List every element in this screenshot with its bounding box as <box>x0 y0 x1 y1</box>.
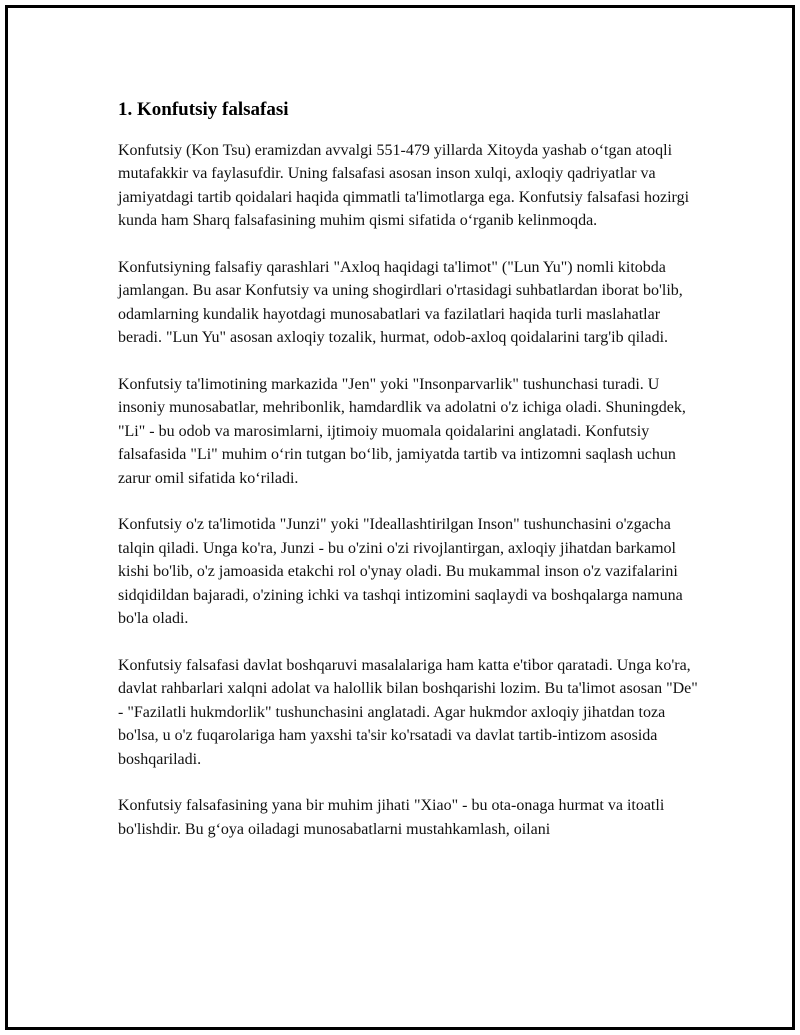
paragraph-junzi: Konfutsiy o'z ta'limotida "Junzi" yoki "Ideallashtirilgan Inson" tushunchasini o'zgacha talqin qiladi. Unga ko'ra, Junzi - bu o'zini o'zi rivojlantirgan, axloqiy jihatdan barkamol kishi bo'lib, o'z jamoasida etakchi rol o'ynay oladi. Bu mukammal inson o'z vazifalarini sidqidildan bajaradi, o'zining ichki va tashqi intizomini saqlaydi va boshqalarga namuna bo'la oladi. <box>118 516 683 628</box>
paragraph-de: Konfutsiy falsafasi davlat boshqaruvi masalalariga ham katta e'tibor qaratadi. Unga ko'ra, davlat rahbarlari xalqni adolat va halollik bilan boshqarishi lozim. Bu ta'limot asosan "De" - "Fazilatli hukmdorlik" tushunchasini anglatadi. Agar hukmdor axloqiy jihatdan toza bo'lsa, u o'z fuqarolariga ham yaxshi ta'sir ko'rsatadi va davlat tartib-intizom asosida boshqariladi. <box>118 656 698 768</box>
paragraph-intro: Konfutsiy (Kon Tsu) eramizdan avvalgi 551-479 yillarda Xitoyda yashab o‘tgan atoqli mutafakkir va faylasufdir. Uning falsafasi asosan inson xulqi, axloqiy qadriyatlar va jamiyatdagi tartib qoidalari haqida qimmatli ta'limotlarga ega. Konfutsiy falsafasi hozirgi kunda ham Sharq falsafasining muhim qismi sifatida o‘rganib kelinmoqda. <box>118 142 690 230</box>
paragraph-xiao: Konfutsiy falsafasining yana bir muhim jihati "Xiao" - bu ota-onaga hurmat va itoatli bo'lishdir. Bu g‘oya oiladagi munosabatlarni mustahkamlash, oilani <box>118 797 665 838</box>
section-heading: 1. Konfutsiy falsafasi <box>118 99 289 120</box>
document-page <box>5 5 795 1030</box>
paragraph-jen-li: Konfutsiy ta'limotining markazida "Jen" yoki "Insonparvarlik" tushunchasi turadi. U insoniy munosabatlar, mehribonlik, hamdardlik va adolatni o'z ichiga oladi. Shuningdek, "Li" - bu odob va marosimlarni, ijtimoiy muomala qoidalarini anglatadi. Konfutsiy falsafasida "Li" muhim o‘rin tutgan bo‘lib, jamiyatda tartib va intizomni saqlash uchun zarur omil sifatida ko‘riladi. <box>118 376 686 487</box>
document-body <box>118 98 703 865</box>
paragraph-lun-yu: Konfutsiyning falsafiy qarashlari "Axloq haqidagi ta'limot" ("Lun Yu") nomli kitobda jamlangan. Bu asar Konfutsiy va uning shogirdlari o'rtasidagi suhbatlardan iborat bo'lib, odamlarning kundalik hayotdagi munosabatlari va fazilatlari haqida turli maslahatlar beradi. "Lun Yu" asosan axloqiy tozalik, hurmat, odob-axloq qoidalarini targ'ib qiladi. <box>118 259 683 347</box>
